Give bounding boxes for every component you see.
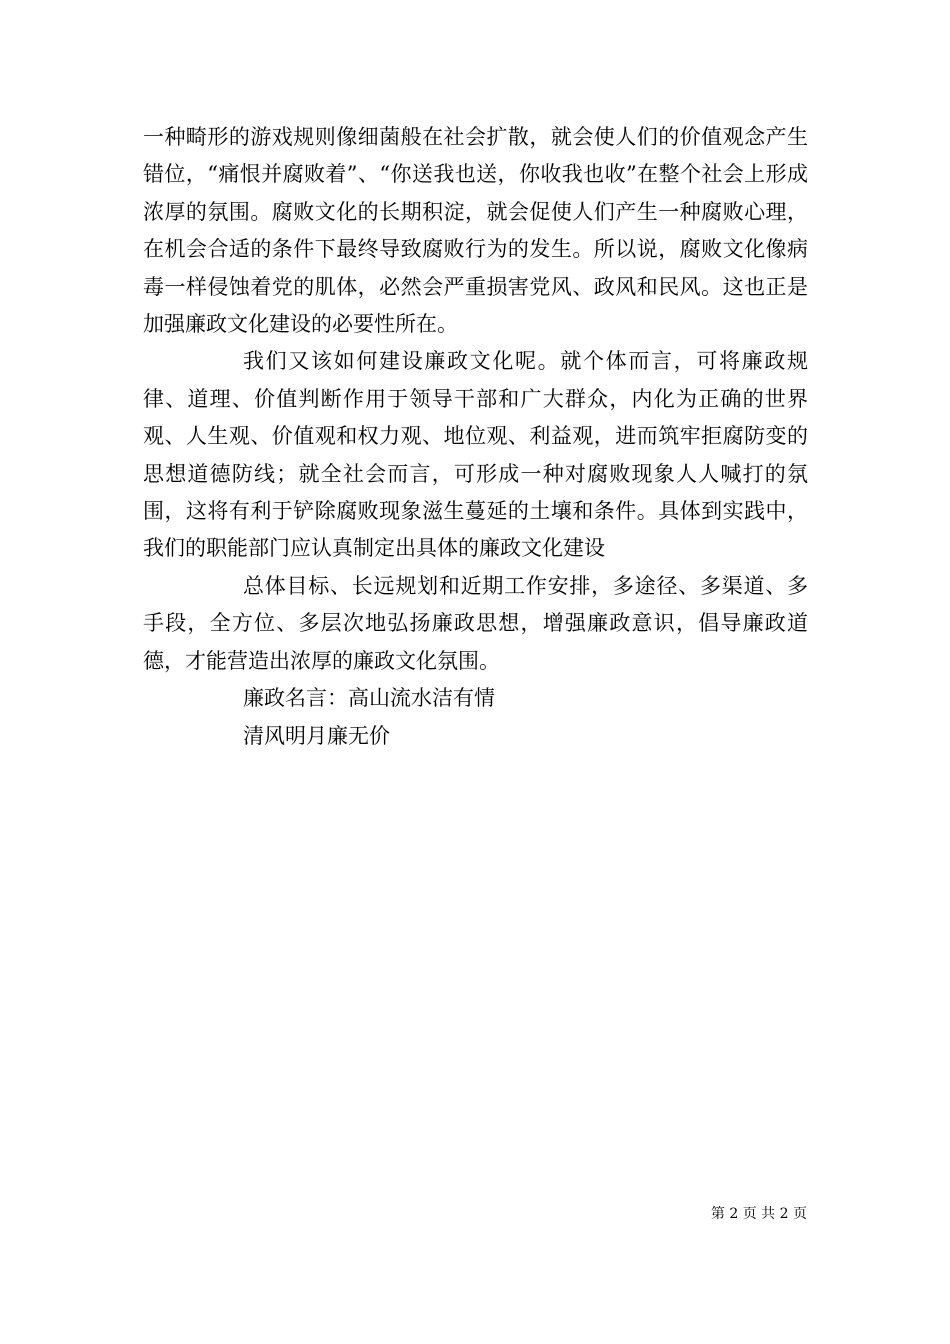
body-paragraph-1: 一种畸形的游戏规则像细菌般在社会扩散，就会使人们的价值观念产生错位，“痛恨并腐败着”、“你送我也送，你收我也收”在整个社会上形成浓厚的氛围。腐败文化的长期积淀，就会促使人们产生一种腐败心理，在机会合适的条件下最终导致腐败行为的发生。所以说，腐败文化像病毒一样侵蚀着党的肌体，必然会严重损害党风、政风和民风。这也正是加强廉政文化建设的必要性所在。 xyxy=(143,125,808,337)
body-paragraph-3: 总体目标、长远规划和近期工作安排，多途径、多渠道、多手段，全方位、多层次地弘扬廉政思想，增强廉政意识，倡导廉政道德，才能营造出浓厚的廉政文化氛围。 xyxy=(143,573,808,673)
quote-line-2: 清风明月廉无价 xyxy=(243,723,390,748)
page-number-footer: 第 2 页 共 2 页 xyxy=(710,1206,807,1222)
body-paragraph-2: 我们又该如何建设廉政文化呢。就个体而言，可将廉政规律、道理、价值判断作用于领导干部和广大群众，内化为正确的世界观、人生观、价值观和权力观、地位观、利益观，进而筑牢拒腐防变的思想道德防线；就全社会而言，可形成一种对腐败现象人人喊打的氛围，这将有利于铲除腐败现象滋生蔓延的土壤和条件。具体到实践中，我们的职能部门应认真制定出具体的廉政文化建设 xyxy=(143,349,808,561)
quote-line-1: 廉政名言：高山流水洁有情 xyxy=(243,686,495,711)
document-body xyxy=(143,119,808,755)
